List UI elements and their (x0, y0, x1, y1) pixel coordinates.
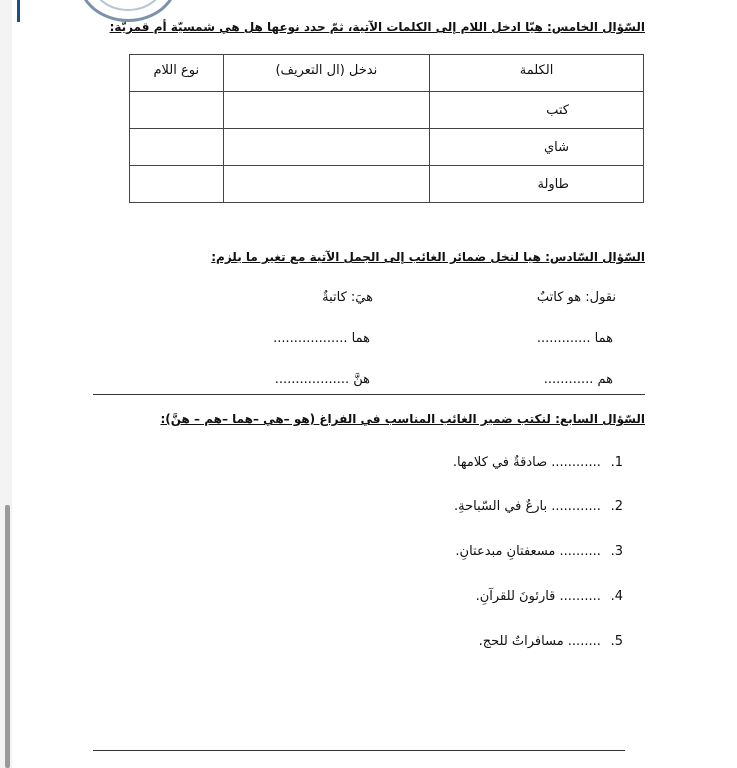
scrollbar-thumb[interactable] (5, 505, 10, 768)
list-item (455, 544, 623, 559)
table-cell-word: طاولة (430, 166, 644, 203)
list-item (479, 634, 623, 649)
table-cell-word: كتب (430, 92, 644, 129)
header-lam-type: نوع اللام (130, 55, 224, 92)
fill-line-plural-fem: هنَّ .................. (274, 372, 370, 387)
item-number: 5. (610, 634, 623, 649)
table-cell-answer[interactable] (223, 166, 429, 203)
table-row (130, 166, 644, 203)
question-6-heading: السّؤال السّادس: هيا لنخل ضمائر الغائب إلى الجمل الآتية مع تغير ما يلزم: (211, 250, 645, 264)
section-divider (93, 394, 645, 395)
table-cell-word: شاي (430, 129, 644, 166)
list-item (476, 589, 623, 604)
item-number: 2. (610, 499, 623, 514)
example-feminine: هيَ: كاتبةٌ (322, 290, 373, 305)
table-header-row (130, 55, 644, 92)
item-text: .......... قارئونَ للقرآنِ. (475, 589, 601, 604)
item-number: 3. (610, 544, 623, 559)
table-cell-answer[interactable] (130, 166, 224, 203)
item-number: 1. (610, 455, 623, 470)
question-7-heading: السّؤال السابع: لنكتب ضمير الغائب المناسب في الفراغ (هو –هي –هما –هم – هنَّ): (160, 412, 645, 426)
school-logo (78, 0, 178, 22)
table-row (130, 92, 644, 129)
fill-line-plural-masc: هم ............ (543, 372, 613, 387)
item-number: 4. (610, 589, 623, 604)
example-masculine: نقول: هو كاتبٌ (536, 290, 616, 305)
list-item (454, 499, 623, 514)
item-text: .......... مسعفتانِ مبدعتانِ. (455, 544, 601, 559)
footer-line (93, 750, 625, 751)
word-table (129, 54, 644, 203)
header-add-al: ندخل (ال التعريف) (223, 55, 429, 92)
question-5-heading: السّؤال الخامس: هيّا ادخل اللام إلى الكلمات الآتية، ثمّ حدد نوعها هل هي شمسيّة أم قمريّة: (109, 20, 645, 34)
list-item (453, 455, 623, 470)
fill-line-dual-right: هما ............. (536, 331, 613, 346)
item-text: ............ صادقةٌ في كلامها. (452, 455, 601, 470)
table-cell-answer[interactable] (223, 92, 429, 129)
table-row (130, 129, 644, 166)
table-cell-answer[interactable] (130, 92, 224, 129)
header-word: الكلمة (430, 55, 644, 92)
item-text: ............ بارعٌ في السّباحةِ. (454, 499, 601, 514)
margin-bar (17, 0, 20, 22)
table-cell-answer[interactable] (223, 129, 429, 166)
table-cell-answer[interactable] (130, 129, 224, 166)
item-text: ........ مسافراتٌ للحج. (478, 634, 601, 649)
fill-line-dual-left: هما .................. (273, 331, 370, 346)
